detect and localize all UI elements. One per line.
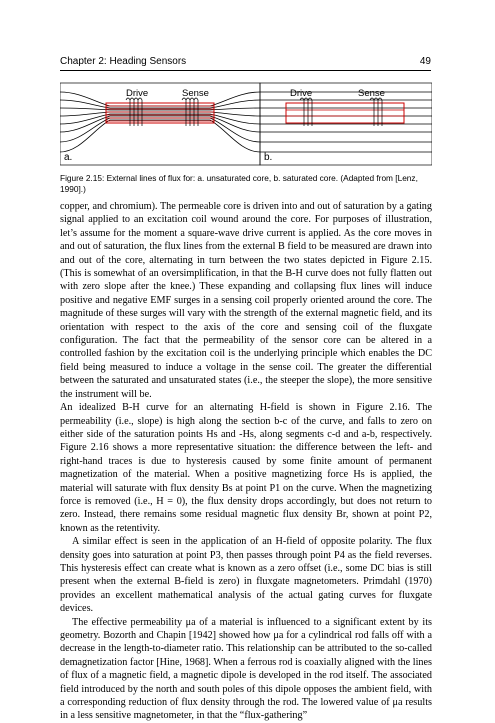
- panel-b-sense-label: Sense: [358, 88, 385, 99]
- panel-a-letter: a.: [64, 152, 73, 163]
- body-text: [60, 200, 432, 723]
- paragraph: An idealized B-H curve for an alternating H-field is shown in Figure 2.16. The permeability (i.e., slope) is high along the section b-c of the curve, and falls to zero on either side of the saturation points Hs and -Hs, along segments c-d and a-b, respectively. Figure 2.16 shows a more representative situation: the difference between the left- and right-hand traces is due to hysteresis caused by some finite amount of permanent magnetization of the material. When a positive magnetizing force Hs is applied, the material will saturate with flux density Bs at point P1 on the curve. When the magnetizing force is removed (i.e., H = 0), the flux density drops accordingly, but does not return to zero. Instead, there remains some residual magnetic flux density Br, shown at point P2, known as the retentivity.: [60, 402, 432, 534]
- panel-b-letter: b.: [264, 152, 273, 163]
- figure-2-15: [60, 80, 432, 168]
- figure-caption: Figure 2.15: External lines of flux for: a. unsaturated core, b. saturated core. (Adapted from [Lenz, 1990].): [60, 173, 418, 194]
- paragraph: copper, and chromium). The permeable core is driven into and out of saturation by a gating signal applied to an excitation coil wound around the core. For purposes of illustration, let’s assume for the moment a square-wave drive current is applied. As the core moves in and out of saturation, the flux lines from the external B field to be measured are drawn into and out of the core, alternating in turn between the two states depicted in Figure 2.15. (This is somewhat of an oversimplification, in that the B-H curve does not fully flatten out with zero slope after the knee.) These expanding and collapsing flux lines will induce positive and negative EMF surges in a sensing coil properly oriented around the core. The magnitude of these surges will vary with the strength of the external magnetic field, and its orientation with respect to the axis of the core and sensing coil of the fluxgate configuration. The fact that the permeability of the sensor core can be altered in a controlled fashion by the excitation coil is the underlying principle which enables the DC field being measured to induce a voltage in the sense coil. The greater the differential between the saturated and unsaturated states (i.e., the steeper the slope), the more sensitive the instrument will be.: [60, 201, 432, 400]
- paragraph: A similar effect is seen in the application of an H-field of opposite polarity. The flux density goes into saturation at point P3, then passes through point P4 as the field reverses. This hysteresis effect can create what is known as a zero offset (i.e., some DC bias is still present when the external B-field is zero) in fluxgate magnetometers. Primdahl (1970) provides an excellent mathematical analysis of the actual gating curves for fluxgate devices.: [60, 536, 432, 615]
- page-number: 49: [419, 56, 431, 67]
- paragraph: The effective permeability μa of a material is influenced to a significant extent by its geometry. Bozorth and Chapin [1942] showed how μa for a cylindrical rod falls off with a decrease in the length-to-diameter ratio. This relationship can be attributed to the so-called demagnetization factor [Hine, 1968]. When a ferrous rod is coaxially aligned with the lines of flux of a magnetic field, a magnetic dipole is developed in the rod itself. The associated field introduced by the north and south poles of this dipole opposes the ambient field, with a corresponding reduction of flux density through the rod. The lowered value of μa results in a less sensitive magnetometer, in that the “flux-gathering”: [60, 616, 432, 722]
- panel-a-sense-label: Sense: [182, 88, 209, 99]
- running-header-chapter: Chapter 2: Heading Sensors: [60, 56, 187, 67]
- panel-b-drive-coil: [300, 98, 312, 126]
- panel-b-sense-coil: [370, 98, 382, 126]
- header-rule: [60, 70, 431, 71]
- panel-a-drive-label: Drive: [126, 88, 149, 99]
- panel-b-drive-label: Drive: [290, 88, 313, 99]
- panel-a-flux-lines: [60, 92, 260, 152]
